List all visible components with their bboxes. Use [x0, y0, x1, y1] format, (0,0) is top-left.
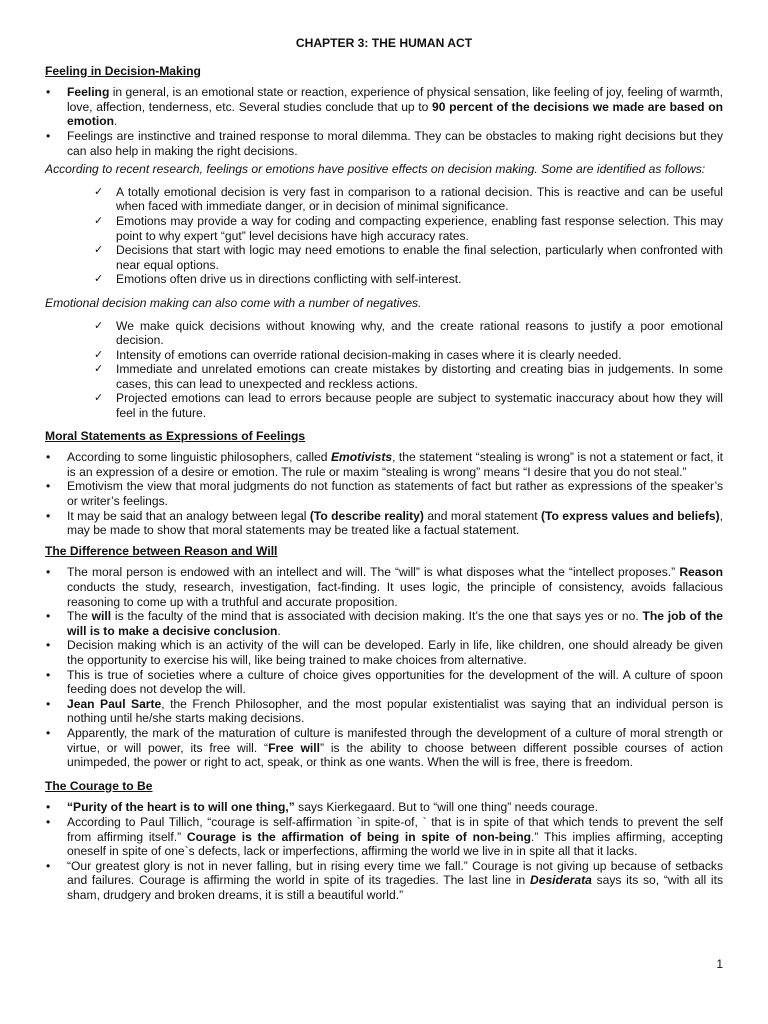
bullet-item: • Feelings are instinctive and trained response to moral dilemma. They can be obstacles to making right decisions but they can also help in making the right decisions. — [45, 129, 723, 158]
bullet-item: • Jean Paul Sarte, the French Philosopher, and the most popular existentialist was saying that an individual person is nothing until he/she starts making decisions. — [45, 697, 723, 726]
moral-statements-bullets — [45, 450, 723, 538]
check-item: ✓ A totally emotional decision is very fast in comparison to a rational decision. This is reactive and can be useful when faced with immediate danger, or in decision of minimal significance. — [45, 185, 723, 214]
feeling-bullets — [45, 85, 723, 158]
bullet-item: • Feeling in general, is an emotional state or reaction, experience of physical sensation, like feeling of joy, feeling of warmth, love, affection, tenderness, etc. Several studies conclude that up to 90 percent of the decisions we made are based on emotion. — [45, 85, 723, 129]
section-heading-feeling: Feeling in Decision-Making — [45, 63, 201, 78]
bullet-item: • Decision making which is an activity of the will can be developed. Early in life, like children, one should already be given the opportunity to exercise his will, like being trained to make choices from alternative. — [45, 638, 723, 667]
check-item: ✓ Projected emotions can lead to errors because people are subject to systematic inaccuracy about how they will feel in the future. — [45, 391, 723, 420]
section-heading-moral-statements: Moral Statements as Expressions of Feelings — [45, 428, 306, 443]
check-item: ✓ Immediate and unrelated emotions can create mistakes by distorting and creating bias in judgements. In some cases, this can lead to unexpected and reckless actions. — [45, 362, 723, 391]
check-item: ✓ Intensity of emotions can override rational decision-making in cases where it is clearly needed. — [45, 348, 723, 363]
bullet-item: • Apparently, the mark of the maturation of culture is manifested through the development of a culture of moral strength or virtue, or will power, its free will. “Free will” is the ability to choose between different possible courses of action unimpeded, the power or right to act, speak, or think as one wants. When the will is free, there is freedom. — [45, 726, 723, 770]
bullet-item: • It may be said that an analogy between legal (To describe reality) and moral statement (To express values and beliefs), may be made to show that moral statements may be treated like a factual statement. — [45, 509, 723, 538]
page-number: 1 — [716, 957, 723, 971]
courage-bullets — [45, 800, 723, 902]
reason-will-bullets — [45, 565, 723, 769]
negatives-list — [45, 319, 723, 421]
section-heading-courage: The Courage to Be — [45, 778, 153, 793]
check-item: ✓ Emotions may provide a way for coding and compacting experience, enabling fast response selection. This may point to why expert “gut” level decisions have high accuracy rates. — [45, 214, 723, 243]
positive-effects-intro: According to recent research, feelings or emotions have positive effects on decision making. Some are identified as follows: — [45, 162, 706, 177]
document-page — [45, 36, 723, 902]
bullet-item: • “Purity of the heart is to will one thing,” says Kierkegaard. But to “will one thing” needs courage. — [45, 800, 723, 815]
check-item: ✓ We make quick decisions without knowing why, and the create rational reasons to justify a poor emotional decision. — [45, 319, 723, 348]
bullet-item: • The moral person is endowed with an intellect and will. The “will” is what disposes what the “intellect proposes.” Reason conducts the study, research, investigation, fact-finding. It uses logic, the principle of consistency, avoids fallacious reasoning to come up with a truthful and accurate proposition. — [45, 565, 723, 609]
bullet-item: • Emotivism the view that moral judgments do not function as statements of fact but rather as expressions of the speaker’s or writer’s feelings. — [45, 479, 723, 508]
bullet-item: • The will is the faculty of the mind that is associated with decision making. It’s the one that says yes or no. The job of the will is to make a decisive conclusion. — [45, 609, 723, 638]
chapter-title: CHAPTER 3: THE HUMAN ACT — [295, 36, 473, 50]
bullet-item: • This is true of societies where a culture of choice gives opportunities for the development of the will. A culture of spoon feeding does not develop the will. — [45, 668, 723, 697]
positive-effects-list — [45, 185, 723, 287]
bullet-item: • According to Paul Tillich, “courage is self-affirmation `in spite-of, ` that is in spite of that which tends to prevent the self from affirming itself.” Courage is the affirmation of being in spite of non-being.” This implies affirming, accepting oneself in spite of one`s defects, lack or imperfections, affirming the world we live in in spite all that it lacks. — [45, 815, 723, 859]
section-heading-reason-will: The Difference between Reason and Will — [45, 543, 278, 558]
negatives-intro: Emotional decision making can also come with a number of negatives. — [45, 295, 422, 310]
bullet-item: • “Our greatest glory is not in never falling, but in rising every time we fall.” Courage is not giving up because of setbacks and failures. Courage is affirming the world in spite of its tragedies. The last line in Desiderata says its so, “with all its sham, drudgery and broken dreams, it is still a beautiful world.” — [45, 859, 723, 903]
check-item: ✓ Emotions often drive us in directions conflicting with self-interest. — [45, 272, 723, 287]
check-item: ✓ Decisions that start with logic may need emotions to enable the final selection, particularly when confronted with near equal options. — [45, 243, 723, 272]
bullet-item: • According to some linguistic philosophers, called Emotivists, the statement “stealing is wrong” is not a statement or fact, it is an expression of a desire or emotion. The rule or maxim “stealing is wrong” means “I desire that you do not steal.” — [45, 450, 723, 479]
